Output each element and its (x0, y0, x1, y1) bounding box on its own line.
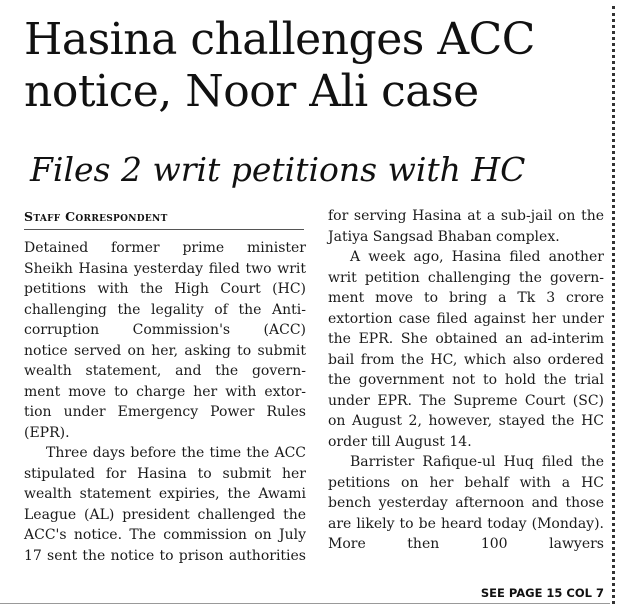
continued-on-page-link: SEE PAGE 15 COL 7 (480, 586, 604, 600)
byline-divider (24, 229, 304, 230)
body-line: order till August 14. (328, 433, 472, 450)
body-line: bench yesterday afternoon and those (328, 495, 604, 511)
column-divider-dotted (612, 6, 615, 604)
subheadline: Files 2 writ petitions with HC (30, 150, 526, 189)
byline: Staff Correspondent (24, 209, 168, 224)
body-line: petitions on her behalf with a HC (328, 474, 604, 491)
body-line: for serving Hasina at a sub-jail on the (328, 208, 604, 224)
headline-line-1: Hasina challenges ACC (24, 14, 535, 65)
body-line: wealth statement, and the govern- (24, 363, 306, 379)
headline-line-2: notice, Noor Ali case (24, 66, 479, 117)
body-line: corruption Commission's (ACC) (24, 322, 306, 338)
body-line: (EPR). (24, 424, 70, 441)
body-line: A week ago, Hasina filed another (350, 249, 604, 265)
body-line: ment move to bring a Tk 3 crore (328, 290, 604, 306)
body-column-left (24, 238, 306, 566)
body-line: ment move to charge her with extor- (24, 383, 306, 400)
body-line: challenging the legality of the Anti- (24, 301, 306, 318)
body-line: the government not to hold the trial (328, 372, 604, 388)
body-line: Barrister Rafique-ul Huq filed the (350, 454, 604, 470)
body-line: under EPR. The Supreme Court (SC) (328, 392, 604, 409)
body-line: the EPR. She obtained an ad-interim (328, 331, 604, 347)
body-line: are likely to be heard today (Monday). (328, 515, 604, 532)
body-line: Detained former prime minister (24, 240, 306, 256)
body-line: League (AL) president challenged the (24, 506, 306, 523)
body-line: bail from the HC, which also ordered (328, 351, 604, 368)
body-line: Sheikh Hasina yesterday filed two writ (24, 260, 306, 277)
body-line: notice served on her, asking to submit (24, 342, 306, 359)
body-line: Jatiya Sangsad Bhaban complex. (328, 228, 560, 245)
body-line: extortion case filed against her under (328, 310, 604, 327)
body-line: More then 100 lawyers (328, 536, 604, 552)
body-line: 17 sent the notice to prison authorities (24, 547, 306, 564)
body-line: tion under Emergency Power Rules (24, 404, 306, 420)
body-line: Three days before the time the ACC (46, 445, 306, 461)
body-line: ACC's notice. The commission on July (24, 527, 306, 543)
body-line: wealth statement expiries, the Awami (24, 486, 306, 502)
bottom-divider (0, 603, 610, 604)
body-line: stipulated for Hasina to submit her (24, 465, 306, 482)
body-column-right (328, 206, 604, 555)
body-line: on August 2, however, stayed the HC (328, 413, 604, 429)
body-line: writ petition challenging the govern- (328, 269, 604, 286)
body-line: petitions with the High Court (HC) (24, 281, 306, 297)
headline (24, 14, 614, 118)
